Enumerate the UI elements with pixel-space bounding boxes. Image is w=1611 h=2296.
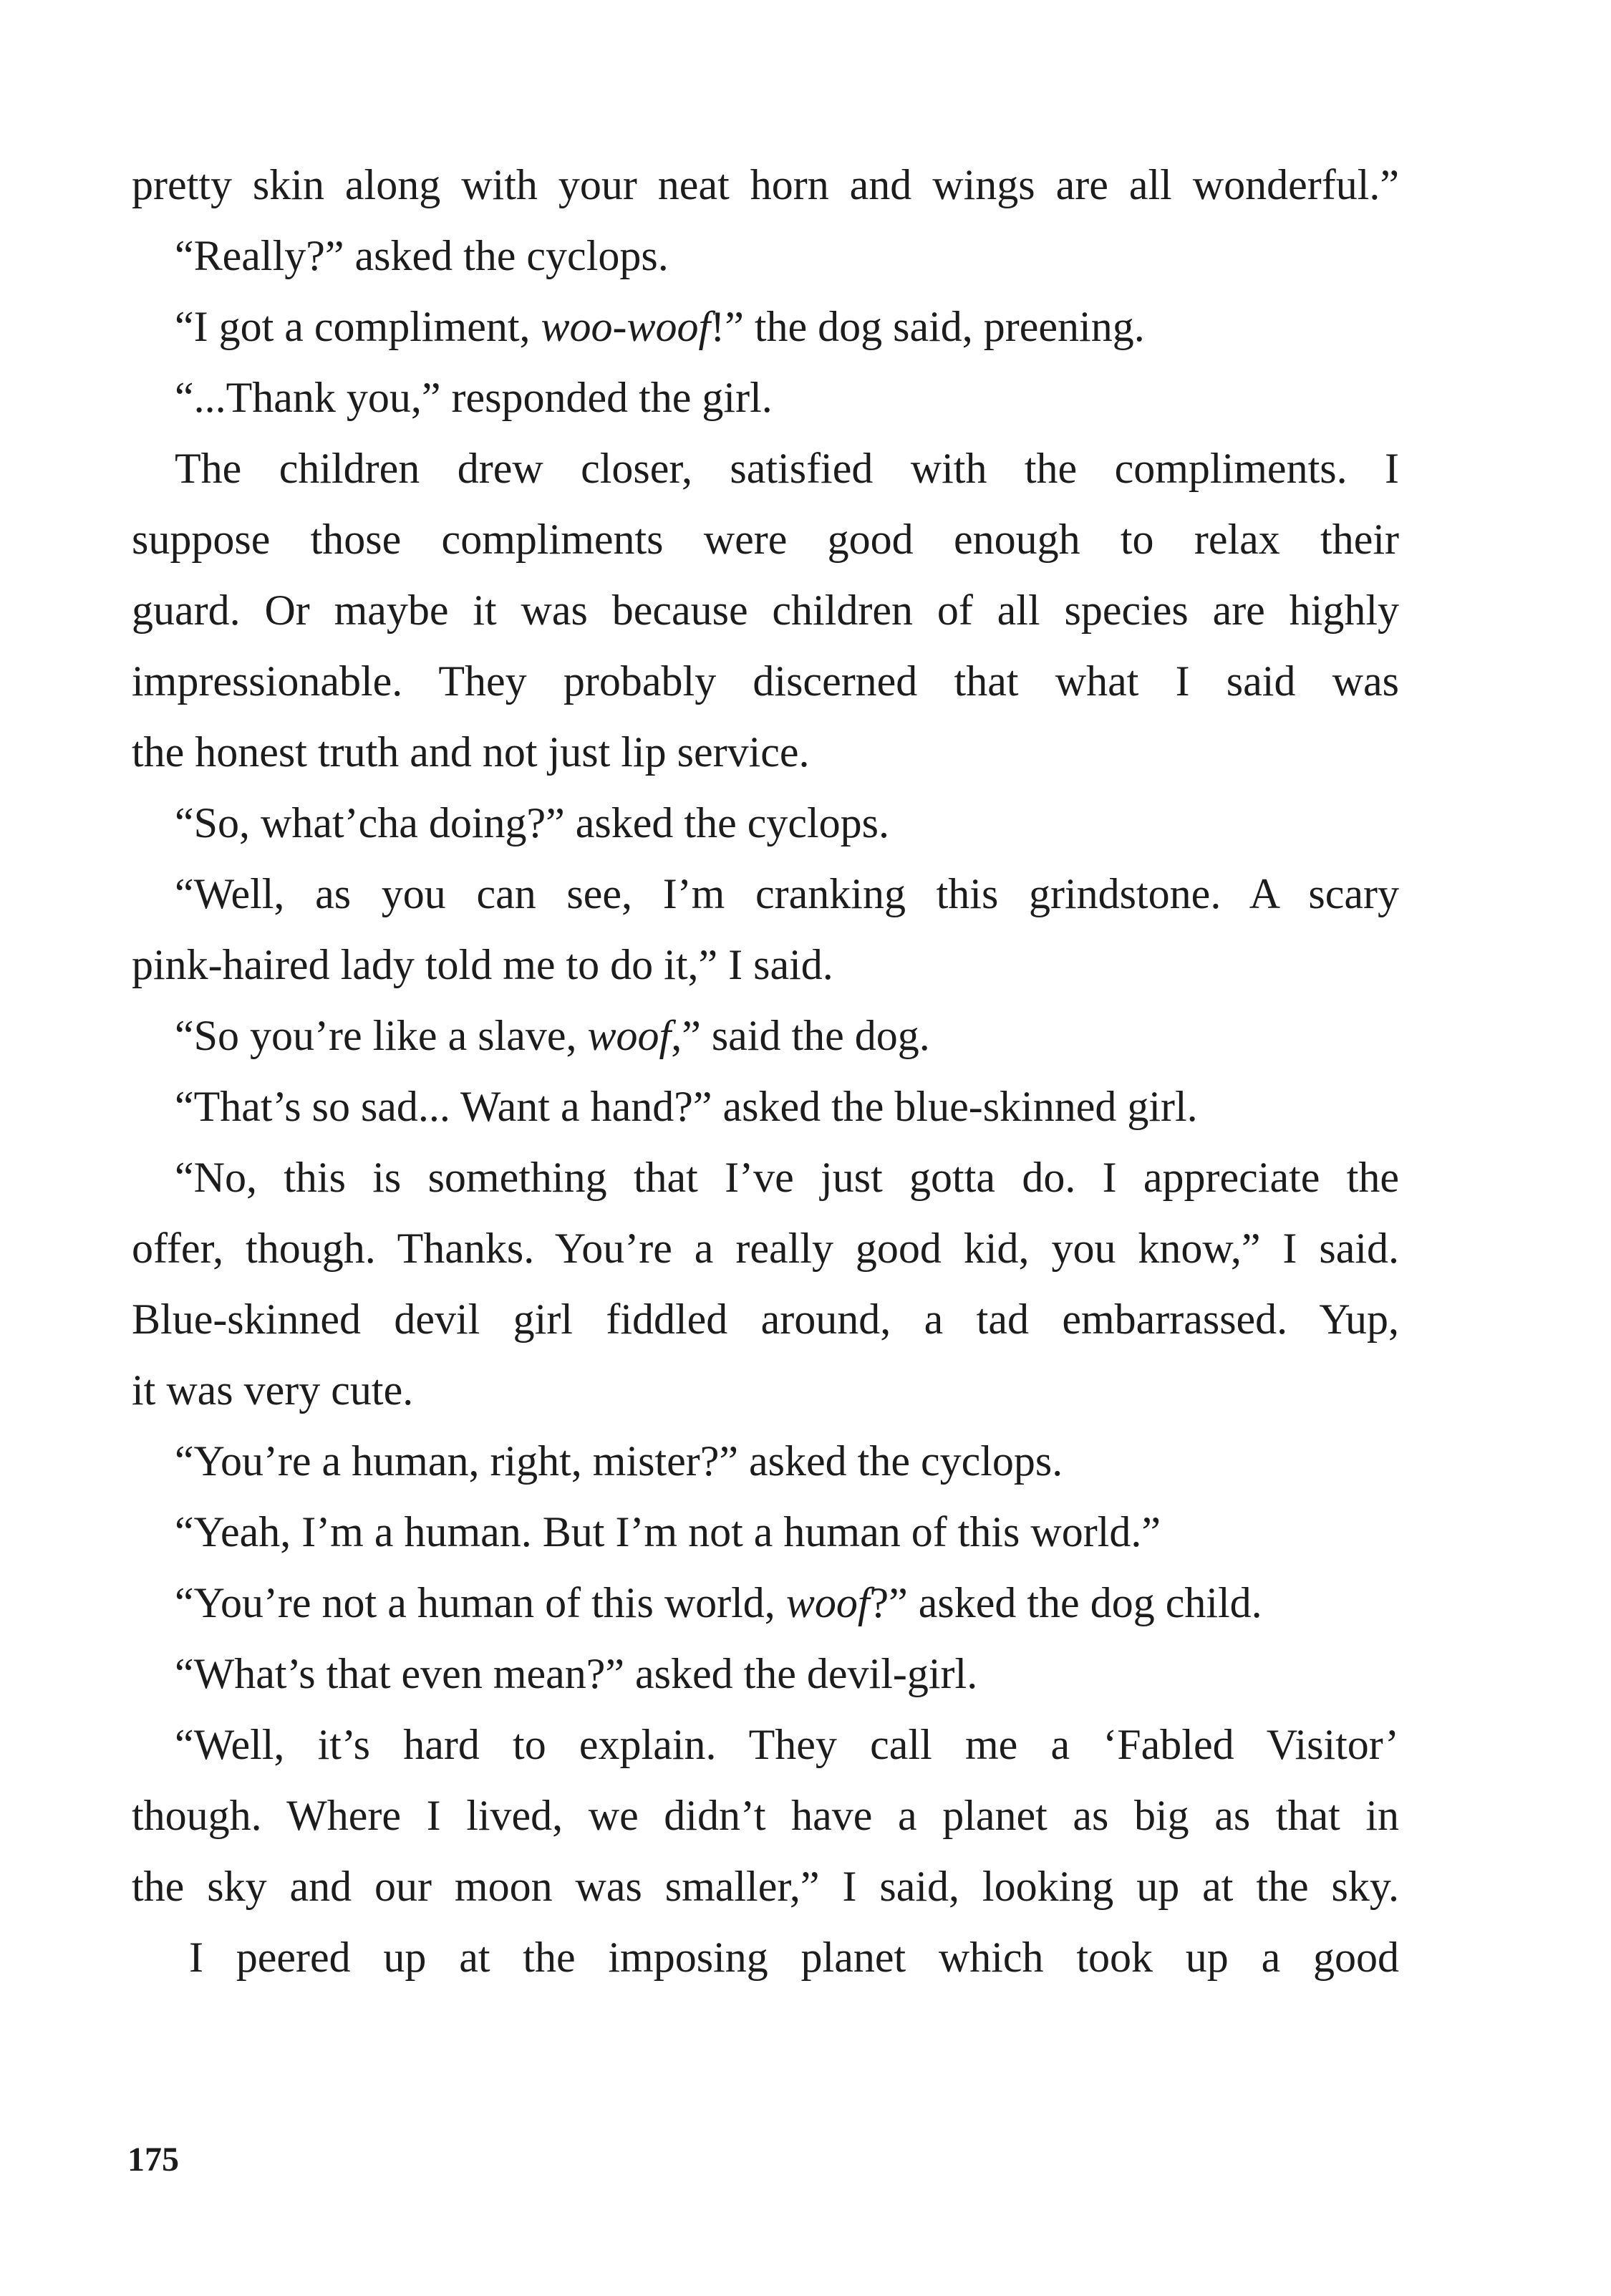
italic-text: woo-woof [541, 303, 711, 350]
text-segment: “So you’re like a slave, [175, 1012, 588, 1059]
text-line: I peered up at the imposing planet which took up a good [189, 1934, 1399, 1981]
page-number: 175 [127, 2141, 179, 2179]
text-line [175, 1581, 1262, 1624]
text-line: “That’s so sad... Want a hand?” asked the blue-skinned girl. [175, 1083, 1198, 1130]
text-line: “What’s that even mean?” asked the devil-girl. [175, 1650, 978, 1697]
text-line: pretty skin along with your neat horn and wings are all wonderful.” [132, 161, 1399, 208]
text-line: suppose those compliments were good enough to relax their [132, 516, 1399, 563]
text-segment: !” the dog said, preening. [710, 303, 1145, 350]
text-line: “...Thank you,” responded the girl. [175, 374, 773, 421]
text-line: “Really?” asked the cyclops. [175, 232, 669, 279]
text-segment: “You’re not a human of this world, [175, 1579, 786, 1626]
text-segment: “I got a compliment, [175, 303, 541, 350]
italic-text: woof [587, 1012, 672, 1059]
text-line: the honest truth and not just lip service. [132, 728, 810, 776]
text-line: The children drew closer, satisfied with the compliments. I [175, 445, 1399, 492]
text-line: it was very cute. [132, 1366, 414, 1414]
text-line: Blue-skinned devil girl fiddled around, a tad embarrassed. Yup, [132, 1296, 1399, 1343]
text-line: “Well, as you can see, I’m cranking this grindstone. A scary [175, 870, 1399, 917]
text-segment: ,” said the dog. [671, 1012, 930, 1059]
text-line: offer, though. Thanks. You’re a really good kid, you know,” I said. [132, 1225, 1399, 1272]
text-line: the sky and our moon was smaller,” I said, looking up at the sky. [132, 1863, 1399, 1910]
text-line: “Yeah, I’m a human. But I’m not a human of this world.” [175, 1508, 1161, 1555]
text-line: though. Where I lived, we didn’t have a planet as big as that in [132, 1792, 1399, 1839]
text-line: “Well, it’s hard to explain. They call me a ‘Fabled Visitor’ [175, 1721, 1399, 1768]
italic-text: woof [785, 1579, 870, 1626]
text-line: “You’re a human, right, mister?” asked the cyclops. [175, 1437, 1063, 1485]
text-line: “No, this is something that I’ve just gotta do. I appreciate the [175, 1154, 1399, 1201]
text-line: pink-haired lady told me to do it,” I said. [132, 941, 833, 988]
text-line: guard. Or maybe it was because children of all species are highly [132, 587, 1399, 634]
text-line [175, 305, 1145, 348]
text-line [175, 1014, 930, 1057]
text-segment: ?” asked the dog child. [869, 1579, 1262, 1626]
text-line: “So, what’cha doing?” asked the cyclops. [175, 799, 889, 846]
text-line: impressionable. They probably discerned that what I said was [132, 657, 1399, 705]
